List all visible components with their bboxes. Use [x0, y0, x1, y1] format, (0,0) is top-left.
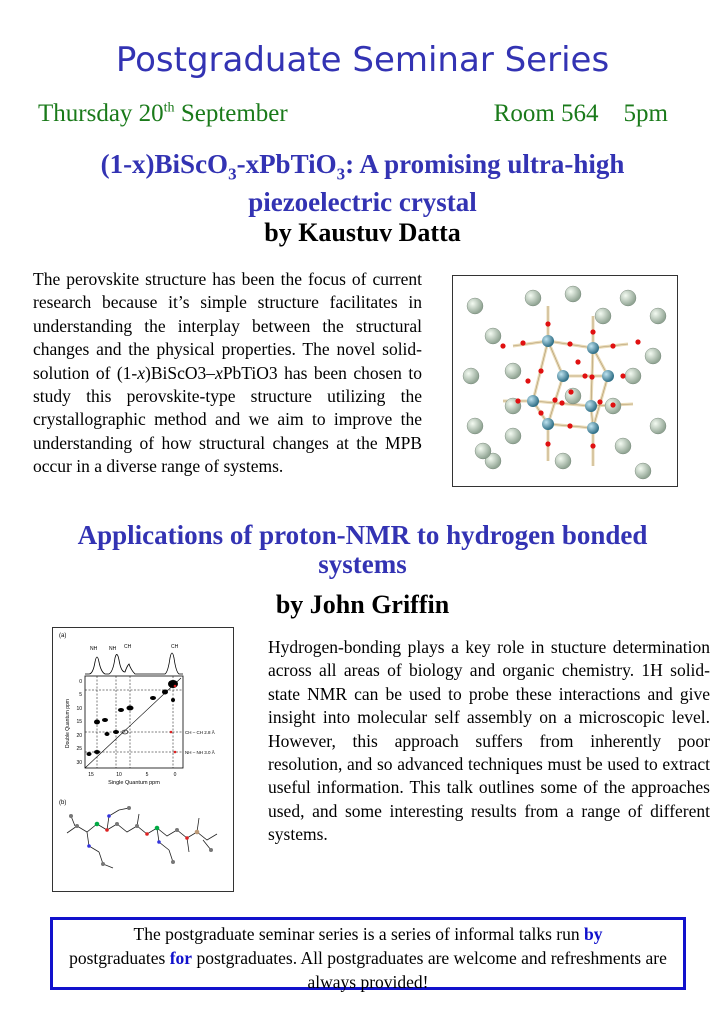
footer-notice: The postgraduate seminar series is a series of informal talks run by postgraduates for postgraduates. All postgraduates are welcome and refreshments are always provided! [50, 917, 686, 990]
svg-text:5: 5 [79, 692, 82, 698]
perovskite-structure-figure [452, 275, 678, 487]
footer-by: by [584, 924, 603, 944]
svg-text:0: 0 [79, 679, 82, 685]
svg-text:NH: NH [109, 646, 117, 652]
molecule-atoms [69, 806, 213, 866]
panel-b-label: (b) [59, 800, 67, 806]
svg-text:25: 25 [76, 746, 82, 752]
svg-text:Double Quantum ppm: Double Quantum ppm [65, 699, 71, 748]
date-text: Thursday 20th September [38, 100, 288, 127]
talk1-title: (1-x)BiScO$_3$-xPbTiO$_3$: A promising ultra-high piezoelectric crystal [100, 149, 625, 218]
series-title: Postgraduate Seminar Series [115, 40, 610, 80]
svg-text:5: 5 [145, 772, 149, 778]
talk1-speaker: by Kaustuv Datta [264, 218, 461, 247]
talk2-title: Applications of proton-NMR to hydrogen bonded systems [77, 520, 648, 579]
svg-text:NH: NH [90, 646, 98, 652]
talk2-speaker: by John Griffin [275, 590, 450, 619]
svg-text:10: 10 [116, 772, 122, 778]
svg-text:CH: CH [124, 644, 132, 650]
svg-text:30: 30 [76, 760, 82, 766]
crystal-structure-image [453, 276, 677, 486]
svg-text:0: 0 [173, 772, 177, 778]
nmr-spectrum-image [53, 628, 233, 891]
nmr-figure [52, 627, 234, 892]
svg-text:NH – NH 3.0 Å: NH – NH 3.0 Å [185, 750, 215, 755]
talk2-abstract: Hydrogen-bonding plays a key role in stucture determination across all areas of biology and organic chemistry. 1H solid-state NMR can be used to probe these interactions and give insight into molecular self assembly on a microscopic level. However, this approach suffers from inherently poor resolution, and so advanced techniques must be used to extract useful information. This talk outlines some of the approaches used, and some interesting results from a range of different systems. [268, 637, 710, 845]
svg-text:15: 15 [76, 719, 82, 725]
svg-text:20: 20 [76, 733, 82, 739]
svg-text:CH – CH 2.8 Å: CH – CH 2.8 Å [185, 730, 215, 735]
footer-for: for [169, 948, 193, 968]
svg-text:CH: CH [171, 644, 179, 650]
panel-a-label: (a) [59, 633, 67, 639]
svg-text:15: 15 [88, 772, 94, 778]
talk1-abstract: The perovskite structure has been the focus of current research because it’s simple structure facilitates in understanding the interplay between the structural changes and the physical properties. The novel solid-solution of (1-x)BiScO3–xPbTiO3 has been chosen to study this perovskite-type structure utilizing the crystallographic method and we aim to improve the understanding of how structural changes at the MPB occur in a diverse range of systems. [33, 269, 422, 477]
svg-text:10: 10 [76, 706, 82, 712]
room-time: Room 564 5pm [493, 100, 668, 127]
svg-text:Single Quantum ppm: Single Quantum ppm [108, 780, 160, 786]
